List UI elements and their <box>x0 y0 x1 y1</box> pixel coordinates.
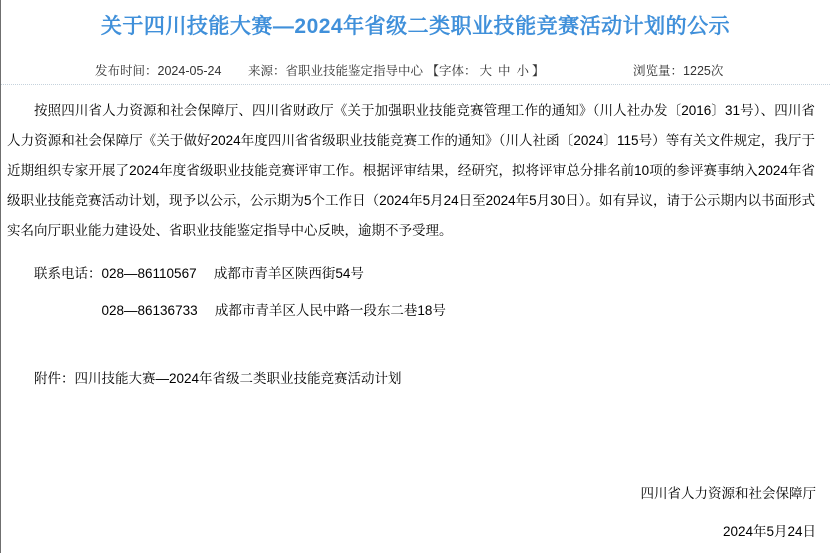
contact-line-2: 028—86136733 成都市青羊区人民中路一段东二巷18号 <box>101 303 446 318</box>
view-count-label: 浏览量： <box>633 64 684 78</box>
announcement-body <box>1 96 830 394</box>
signature-block <box>641 484 817 542</box>
font-switch-close-bracket: 】 <box>532 64 545 78</box>
view-count <box>633 64 723 78</box>
font-size-medium-button[interactable]: 中 <box>498 64 511 78</box>
font-size-small-button[interactable]: 小 <box>516 64 530 78</box>
font-switch-open-bracket: 【字体： <box>426 64 477 78</box>
signature-agency: 四川省人力资源和社会保障厅 <box>640 486 816 501</box>
body-paragraph: 按照四川省人力资源和社会保障厅、四川省财政厅《关于加强职业技能竞赛管理工作的通知》（川人社办发〔2016〕31号）、四川省人力资源和社会保障厅《关于做好2024年度四川省省级职业技能竞赛工作的通知》（川人社函〔2024〕115号）等有关文件规定，我厅于近期组织专家开展了2024年度省级职业技能竞赛评审工作。根据评审结果，经研究，拟将评审总分排名前10项的参评赛事纳入2024年省级职业技能竞赛活动计划，现予以公示，公示期为5个工作日（2024年5月24日至2024年5月30日）。如有异议，请于公示期内以书面形式实名向厅职业能力建设处、省职业技能鉴定指导中心反映，逾期不予受理。 <box>7 103 815 238</box>
view-count-value: 1225次 <box>683 64 724 78</box>
source-label: 来源： <box>247 64 286 78</box>
contact-line-1: 联系电话：028—86110567 成都市青羊区陕西街54号 <box>34 266 364 281</box>
publish-time <box>95 64 221 78</box>
source <box>248 64 545 78</box>
font-size-control <box>426 64 544 78</box>
attachment-line: 附件：四川技能大赛—2024年省级二类职业技能竞赛活动计划 <box>34 371 402 386</box>
publish-time-label: 发布时间： <box>95 64 158 78</box>
publish-time-value: 2024-05-24 <box>157 64 222 78</box>
source-value: 省职业技能鉴定指导中心 <box>285 64 423 78</box>
meta-bar <box>1 62 830 80</box>
font-size-large-button[interactable]: 大 <box>479 64 492 78</box>
signature-date: 2024年5月24日 <box>722 524 816 539</box>
dotted-divider <box>1 84 830 85</box>
page-title: 关于四川技能大赛—2024年省级二类职业技能竞赛活动计划的公示 <box>100 15 731 38</box>
